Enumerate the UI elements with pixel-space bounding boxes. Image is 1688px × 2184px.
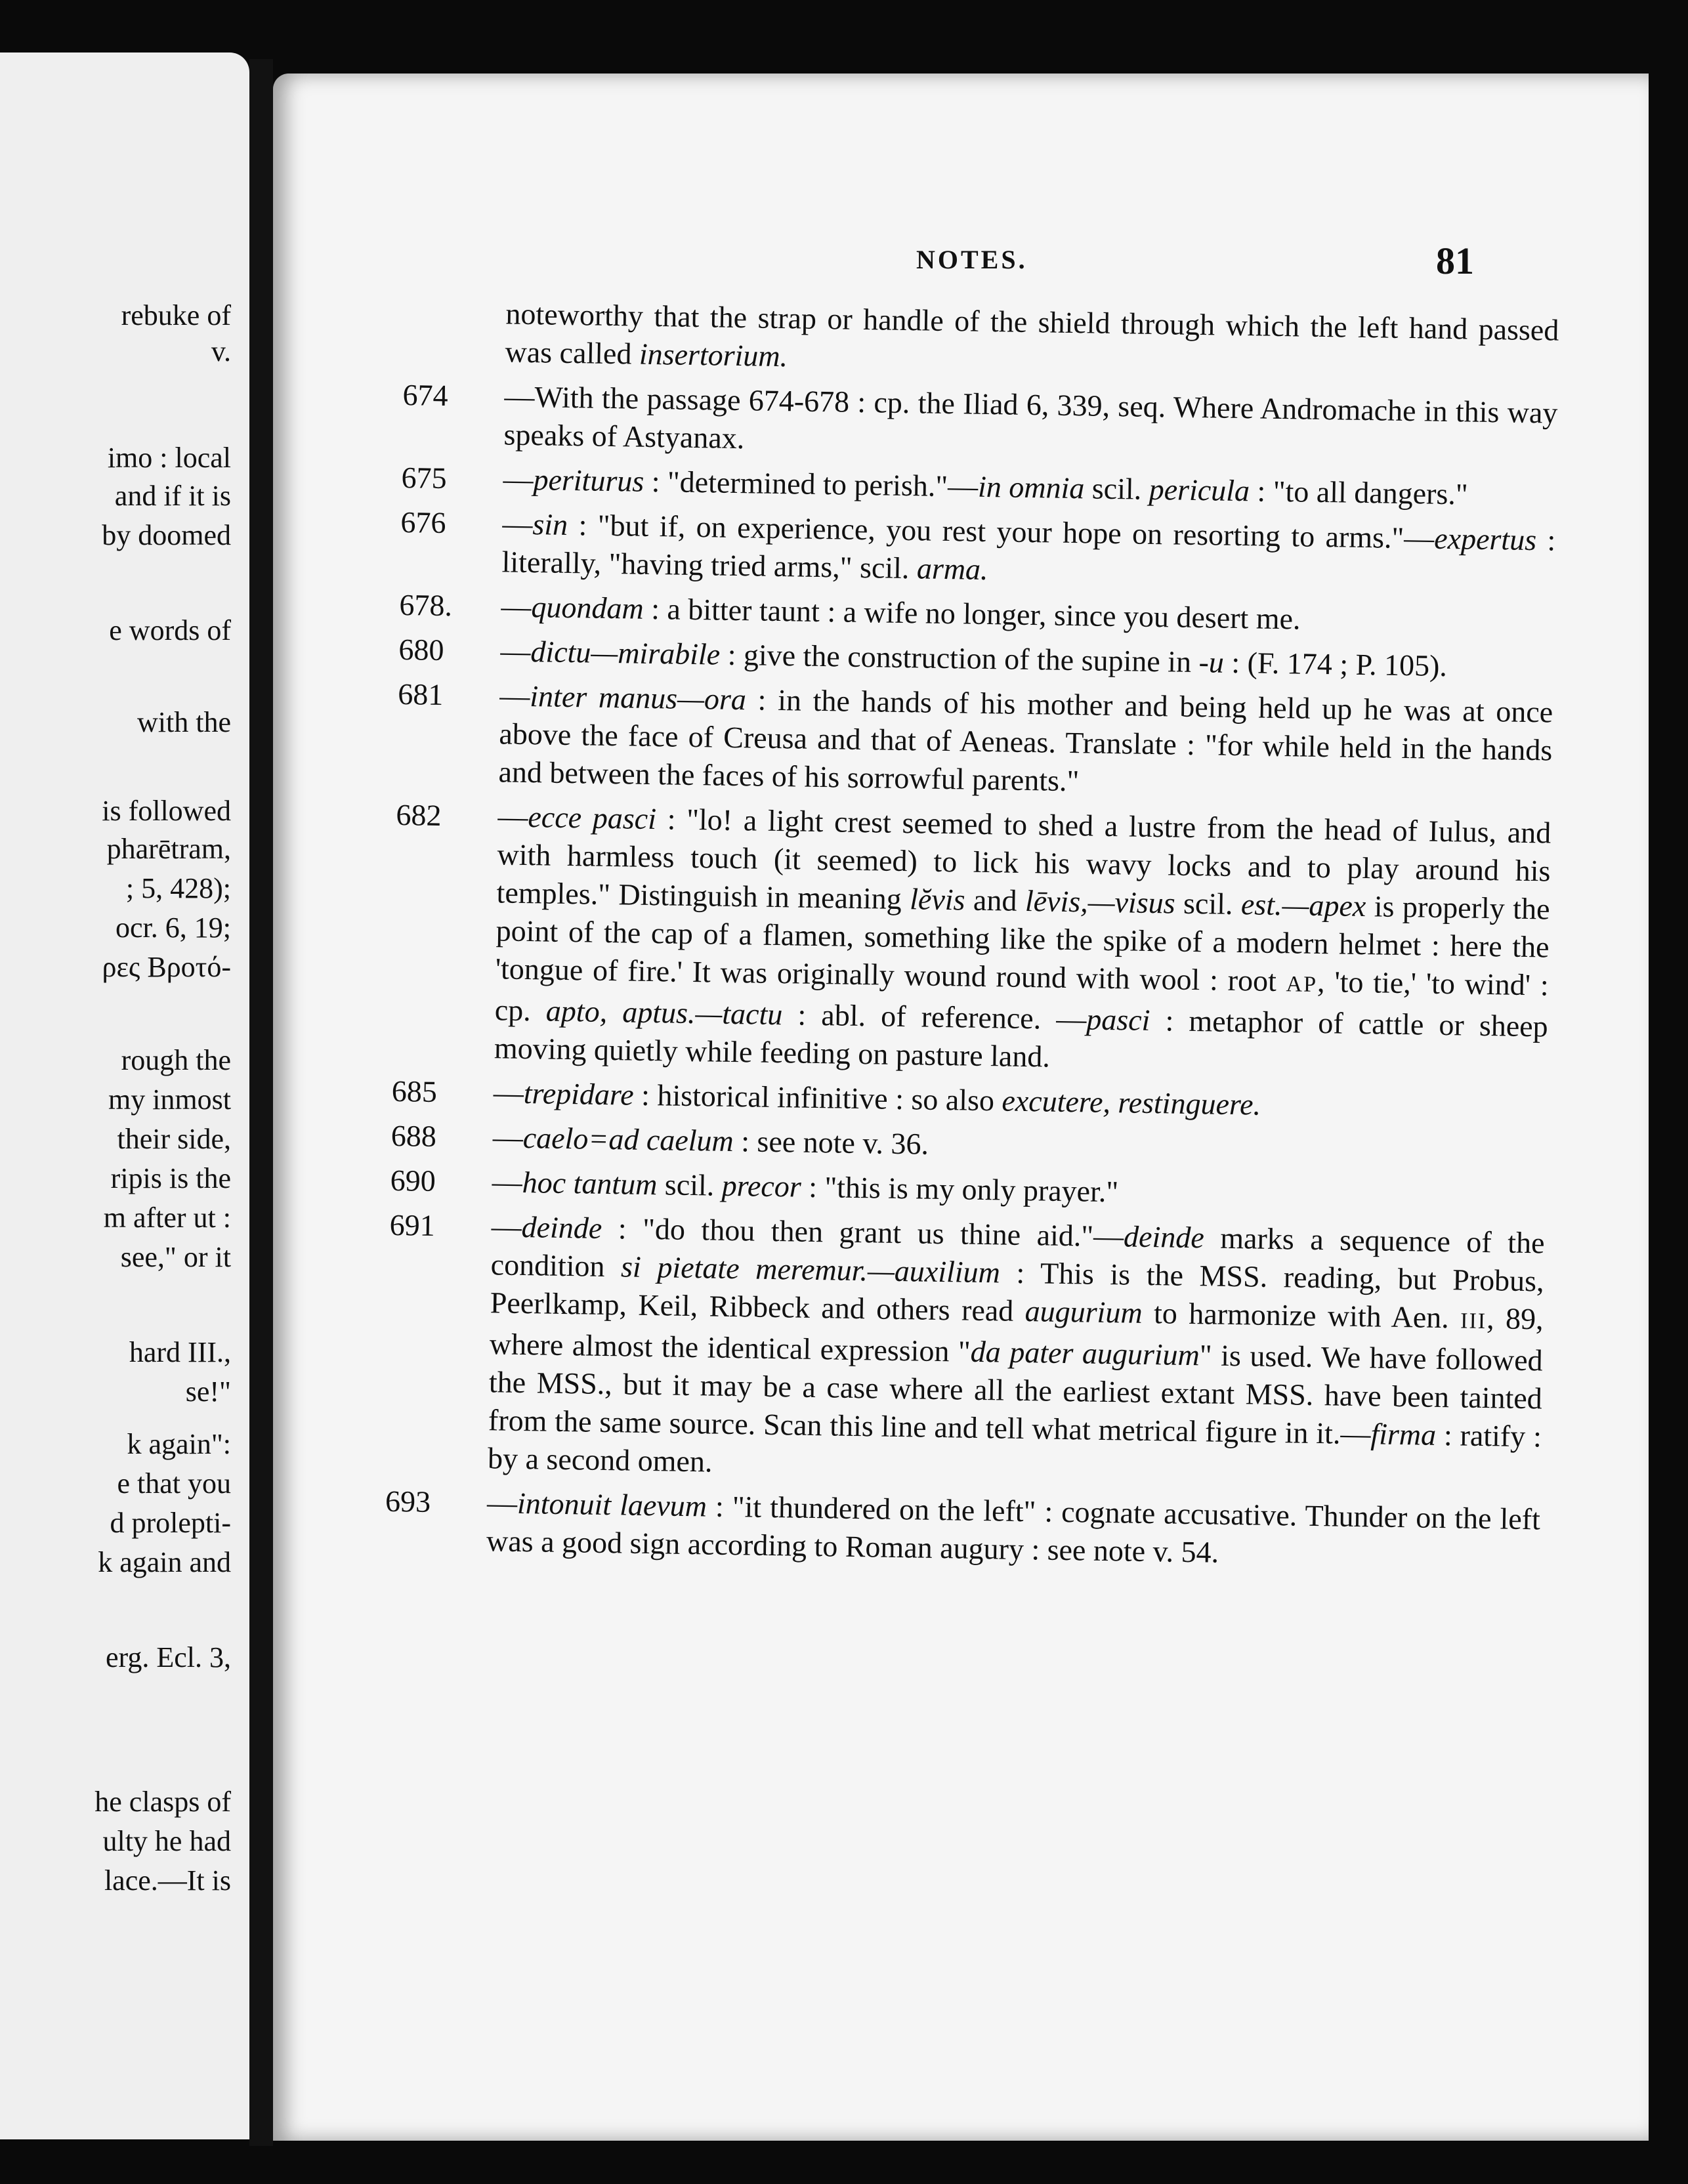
note-line-number: 676 xyxy=(400,505,446,540)
note-line-number: 674 xyxy=(402,377,448,413)
left-page-line: ; 5, 428); xyxy=(125,872,231,904)
note-line-number: 680 xyxy=(398,632,444,667)
note-entry xyxy=(396,675,1553,808)
note-text: —inter manus—ora : in the hands of his mother and being held up he was at once above the face of Creusa and that of Aeneas. Translate : "for while held in the hands and between the faces of his sorrowful parents." xyxy=(498,679,1553,798)
left-page-line: d prolepti- xyxy=(110,1507,231,1539)
book-gutter xyxy=(249,59,273,2146)
left-page-line: ulty he had xyxy=(102,1825,231,1857)
note-line-number: 690 xyxy=(390,1163,436,1198)
page-number: 81 xyxy=(1436,240,1474,282)
note-line-number: 693 xyxy=(385,1484,431,1519)
left-page-line: by doomed xyxy=(102,519,231,551)
left-page-line: and if it is xyxy=(114,480,231,512)
note-text: —periturus : "determined to perish."—in omnia scil. pericula : "to all dangers." xyxy=(503,462,1469,511)
note-text: —ecce pasci : "lo! a light crest seemed to shed a lustre from the head of Iulus, and with harmless touch (it seemed) to lick his wavy locks and to play around his temples." Distinguish in meaning lĕvis and lēvis,—visus scil. est.—apex is properly the point of the cap of a flamen, something like the spike of a modern helmet : here the 'tongue of fire.' It was originally wound round with wool : root AP, 'to tie,' 'to wind' : cp. apto, aptus.—tactu : abl. of reference. —pasci : metaphor of cattle or sheep moving quietly while feeding on pasture land. xyxy=(494,799,1551,1074)
left-page-line: lace.—It is xyxy=(104,1864,231,1897)
left-page-line: is followed xyxy=(102,795,231,827)
left-page-line: see," or it xyxy=(120,1241,231,1273)
left-facing-page xyxy=(0,52,249,2139)
note-text: —trepidare : historical infinitive : so also excutere, restinguere. xyxy=(493,1076,1261,1122)
left-page-line: m after ut : xyxy=(103,1202,231,1234)
left-page-line: se!" xyxy=(185,1376,231,1408)
note-text: —With the passage 674-678 : cp. the Iliad 6, 339, seq. Where Andromache in this way speaks of Astyanax. xyxy=(503,379,1558,455)
left-page-line: k again and xyxy=(98,1546,231,1578)
note-entry xyxy=(385,1482,1541,1577)
note-entry xyxy=(402,376,1558,471)
note-text: —sin : "but if, on experience, you rest your hope on resorting to arms."—expertus : literally, "having tried arms," scil. arma. xyxy=(501,507,1556,587)
left-page-line: ocr. 6, 19; xyxy=(116,912,231,944)
note-text: noteworthy that the strap or handle of the shield through which the left hand passed was called insertorium. xyxy=(505,297,1559,373)
note-line-number: 678. xyxy=(399,587,453,623)
note-line-number: 691 xyxy=(389,1208,436,1242)
note-line-number: 681 xyxy=(398,677,444,712)
left-page-line: k again": xyxy=(127,1428,231,1460)
note-entry xyxy=(386,1206,1545,1494)
left-page-line: he clasps of xyxy=(95,1786,231,1818)
note-text: —deinde : "do thou then grant us thine aid."—deinde marks a sequence of the condition si pietate meremur.—auxilium : This is the MSS. reading, but Probus, Peerlkamp, Keil, Ribbeck and others read augurium to harmonize with Aen. III, 89, where almost the identical expression "da pater augurium" is used. We have followed the MSS., but it may be a case where all the earliest extant MSS. have been tainted from the same source. Scan this line and tell what metrical figure in it.—firma : ratify : by a second omen. xyxy=(487,1209,1545,1479)
note-line-number: 675 xyxy=(401,460,447,495)
left-page-line: e words of xyxy=(109,614,231,646)
note-entry xyxy=(400,503,1556,598)
left-page-line: ρες Βροτό- xyxy=(102,951,231,983)
left-page-line: imo : local xyxy=(107,442,231,474)
note-line-number: 688 xyxy=(390,1118,437,1153)
left-page-line: hard III., xyxy=(129,1336,231,1368)
left-page-line: e that you xyxy=(117,1467,231,1500)
note-line-number: 685 xyxy=(391,1074,438,1108)
left-page-line: rough the xyxy=(121,1044,231,1076)
note-text: —quondam : a bitter taunt : a wife no longer, since you desert me. xyxy=(501,589,1301,636)
right-page xyxy=(273,74,1649,2141)
notes-body xyxy=(385,293,1559,1583)
left-page-line: ripis is the xyxy=(110,1162,231,1194)
left-page-line: my inmost xyxy=(108,1083,231,1116)
left-page-line: v. xyxy=(211,335,231,368)
running-title: NOTES. xyxy=(916,245,1028,274)
note-text: —intonuit laevum : "it thundered on the left" : cognate accusative. Thunder on the left was a good sign according to Roman augury : see note v. 54. xyxy=(486,1486,1541,1569)
note-entry xyxy=(392,796,1551,1084)
left-page-line: rebuke of xyxy=(121,299,231,331)
note-text: —caelo=ad caelum : see note v. 36. xyxy=(492,1120,929,1161)
left-page-line: with the xyxy=(137,706,231,738)
left-page-line: their side, xyxy=(117,1123,231,1155)
note-line-number: 682 xyxy=(396,797,442,832)
note-text: —hoc tantum scil. precor : "this is my only prayer." xyxy=(492,1165,1119,1209)
left-page-line: pharētram, xyxy=(106,833,231,865)
note-continuation xyxy=(403,293,1559,388)
left-page-line: erg. Ecl. 3, xyxy=(105,1641,231,1673)
note-text: —dictu—mirabile : give the construction of the supine in -u : (F. 174 ; P. 105). xyxy=(500,634,1448,683)
